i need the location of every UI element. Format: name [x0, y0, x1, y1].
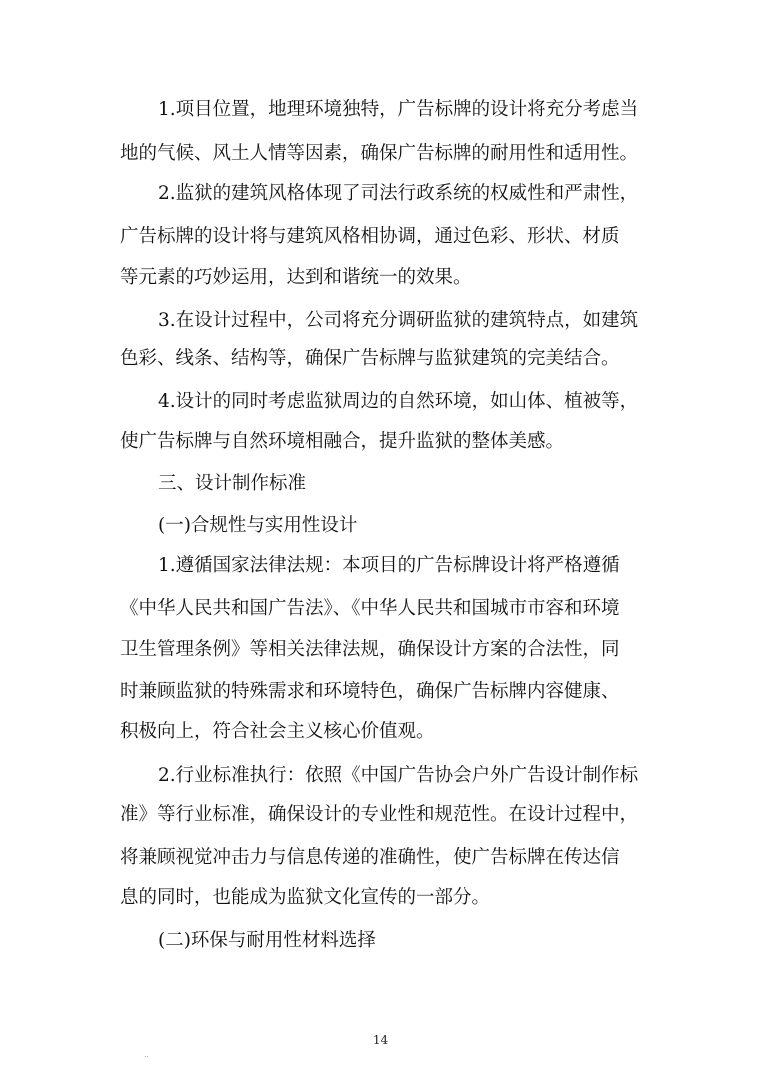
paragraph-5-line-5: 积极向上，符合社会主义核心价值观。	[120, 721, 435, 742]
subsection-heading-2: (二)环保与耐用性材料选择	[158, 930, 376, 951]
paragraph-3-line-1: 3.在设计过程中，公司将充分调研监狱的建筑特点，如建筑	[158, 310, 639, 331]
paragraph-4-line-1: 4.设计的同时考虑监狱周边的自然环境，如山体、植被等，	[158, 391, 639, 412]
paragraph-6-line-4: 息的同时，也能成为监狱文化宣传的一部分。	[120, 887, 491, 908]
paragraph-6-line-3: 将兼顾视觉冲击力与信息传递的准确性，使广告标牌在传达信	[120, 847, 620, 868]
paragraph-6-line-2: 准》等行业标准，确保设计的专业性和规范性。在设计过程中，	[120, 804, 639, 825]
paragraph-5-line-3: 卫生管理条例》等相关法律法规，确保设计方案的合法性，同	[120, 639, 620, 660]
paragraph-2-line-3: 等元素的巧妙运用，达到和谐统一的效果。	[120, 267, 472, 288]
paragraph-5-line-1: 1.遵循国家法律法规：本项目的广告标牌设计将严格遵循	[158, 555, 620, 576]
paragraph-3-line-2: 色彩、线条、结构等，确保广告标牌与监狱建筑的完美结合。	[120, 348, 620, 369]
subsection-heading-1: (一)合规性与实用性设计	[158, 515, 358, 536]
paragraph-5-line-4: 时兼顾监狱的特殊需求和环境特色，确保广告标牌内容健康、	[120, 681, 620, 702]
section-heading: 三、设计制作标准	[158, 473, 307, 494]
paragraph-6-line-1: 2.行业标准执行：依照《中国广告协会户外广告设计制作标	[158, 765, 639, 786]
corner-mark: ..	[144, 1050, 150, 1059]
page-number: 14	[372, 1033, 389, 1047]
paragraph-1-line-1: 1.项目位置，地理环境独特，广告标牌的设计将充分考虑当	[158, 99, 639, 120]
paragraph-1-line-2: 地的气候、风土人情等因素，确保广告标牌的耐用性和适用性。	[120, 143, 639, 164]
paragraph-5-line-2: 《中华人民共和国广告法》、《中华人民共和国城市市容和环境	[120, 598, 620, 619]
paragraph-2-line-1: 2.监狱的建筑风格体现了司法行政系统的权威性和严肃性，	[158, 183, 639, 204]
paragraph-2-line-2: 广告标牌的设计将与建筑风格相协调，通过色彩、形状、材质	[120, 226, 620, 247]
paragraph-4-line-2: 使广告标牌与自然环境相融合，提升监狱的整体美感。	[120, 431, 565, 452]
